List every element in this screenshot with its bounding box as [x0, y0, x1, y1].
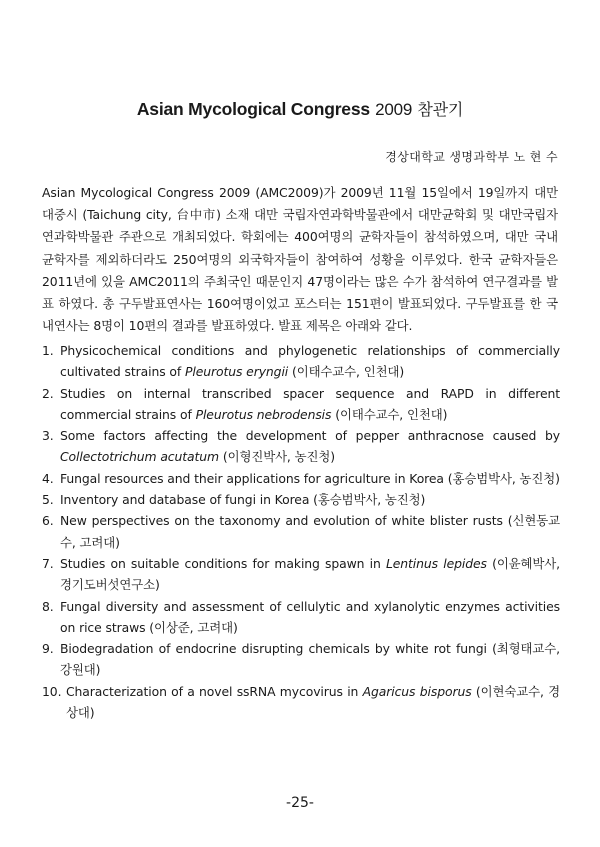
- item-number: 9.: [42, 641, 54, 657]
- list-item: [42, 553, 560, 596]
- item-number: 3.: [42, 428, 54, 444]
- list-item: [42, 638, 560, 681]
- item-number: 7.: [42, 555, 54, 571]
- item-presenter: (이태수교수, 인천대): [331, 406, 448, 422]
- item-text: Studies on internal transcribed spacer sequence and RAPD in different commercial strains of: [60, 385, 560, 422]
- item-presenter: (이윤혜박사, 경기도버섯연구소): [60, 555, 560, 593]
- list-item: [42, 510, 560, 553]
- presentation-list: [42, 340, 560, 723]
- item-number: 5.: [42, 492, 54, 508]
- list-item: [42, 596, 560, 639]
- body-paragraph: Asian Mycological Congress 2009 (AMC2009)가 2009년 11월 15일에서 19일까지 대만 대중시 (Taichung city, 台中市) 소재 대만 국립자연과학박물관에서 대만균학회 및 대만국립자연과학박물관 주관으로 개최되었다. 학회에는 400여명의 균학자들이 참석하였으며, 대만 국내 균학자를 제외하더라도 250여명의 외국학자들이 참여하여 성황을 이루었다. 한국 균학자들은 2011년에 있을 AMC2011의 주최국인 때문인지 47명이라는 많은 수가 참석하여 연구결과를 발표 하였다. 총 구두발표연사는 160여명이었고 포스터는 151편이 발표되었다. 구두발표를 한 국내연사는 8명이 10편의 결과를 발표하였다. 발표 제목은 아래와 같다.: [42, 185, 558, 334]
- list-item: [42, 340, 560, 383]
- item-text: Biodegradation of endocrine disrupting chemicals by white rot fungi (최형태교수, 강원대): [60, 641, 560, 678]
- item-number: 2.: [42, 385, 54, 401]
- list-item: [42, 681, 560, 724]
- item-presenter: (이현숙교수, 경상대): [66, 683, 560, 721]
- item-species: Pleurotus nebrodensis: [195, 406, 332, 422]
- item-presenter: (이태수교수, 인천대): [288, 364, 405, 380]
- item-text: Inventory and database of fungi in Korea (홍승범박사, 농진청): [60, 492, 426, 508]
- list-item: [42, 425, 560, 468]
- item-species: Collectotrichum acutatum: [60, 449, 220, 465]
- item-number: 10.: [42, 683, 62, 699]
- item-text: Studies on suitable conditions for making spawn in: [60, 555, 386, 571]
- page-title: [0, 97, 600, 120]
- item-text: Characterization of a novel ssRNA mycovirus in: [66, 683, 363, 699]
- item-number: 8.: [42, 598, 54, 614]
- item-species: Pleurotus eryngii: [185, 364, 289, 380]
- item-text: New perspectives on the taxonomy and evolution of white blister rusts (신현동교수, 고려대): [60, 513, 560, 550]
- item-text: Physicochemical conditions and phylogenetic relationships of commercially cultivated strains of: [60, 343, 560, 380]
- title-english: Asian Mycological Congress: [136, 99, 370, 119]
- item-species: Lentinus lepides: [385, 555, 487, 571]
- title-korean: 참관기: [417, 100, 464, 119]
- list-item: [42, 489, 560, 510]
- item-species: Agaricus bisporus: [362, 683, 472, 699]
- item-presenter: (이형진박사, 농진청): [219, 449, 335, 465]
- author-affiliation: 경상대학교 생명과학부 노 현 수: [385, 150, 558, 164]
- item-text: Fungal resources and their applications for agriculture in Korea (홍승범박사, 농진청): [60, 470, 560, 486]
- item-number: 6.: [42, 513, 54, 529]
- item-number: 1.: [42, 343, 54, 358]
- list-item: [42, 383, 560, 426]
- item-number: 4.: [42, 470, 54, 486]
- item-text: Some factors affecting the development of pepper anthracnose caused by: [60, 428, 560, 444]
- title-year: 2009: [375, 100, 413, 119]
- list-item: [42, 468, 560, 489]
- page-number: -25-: [286, 795, 314, 811]
- item-text: Fungal diversity and assessment of cellulytic and xylanolytic enzymes activities on rice straws (이상준, 고려대): [60, 598, 560, 635]
